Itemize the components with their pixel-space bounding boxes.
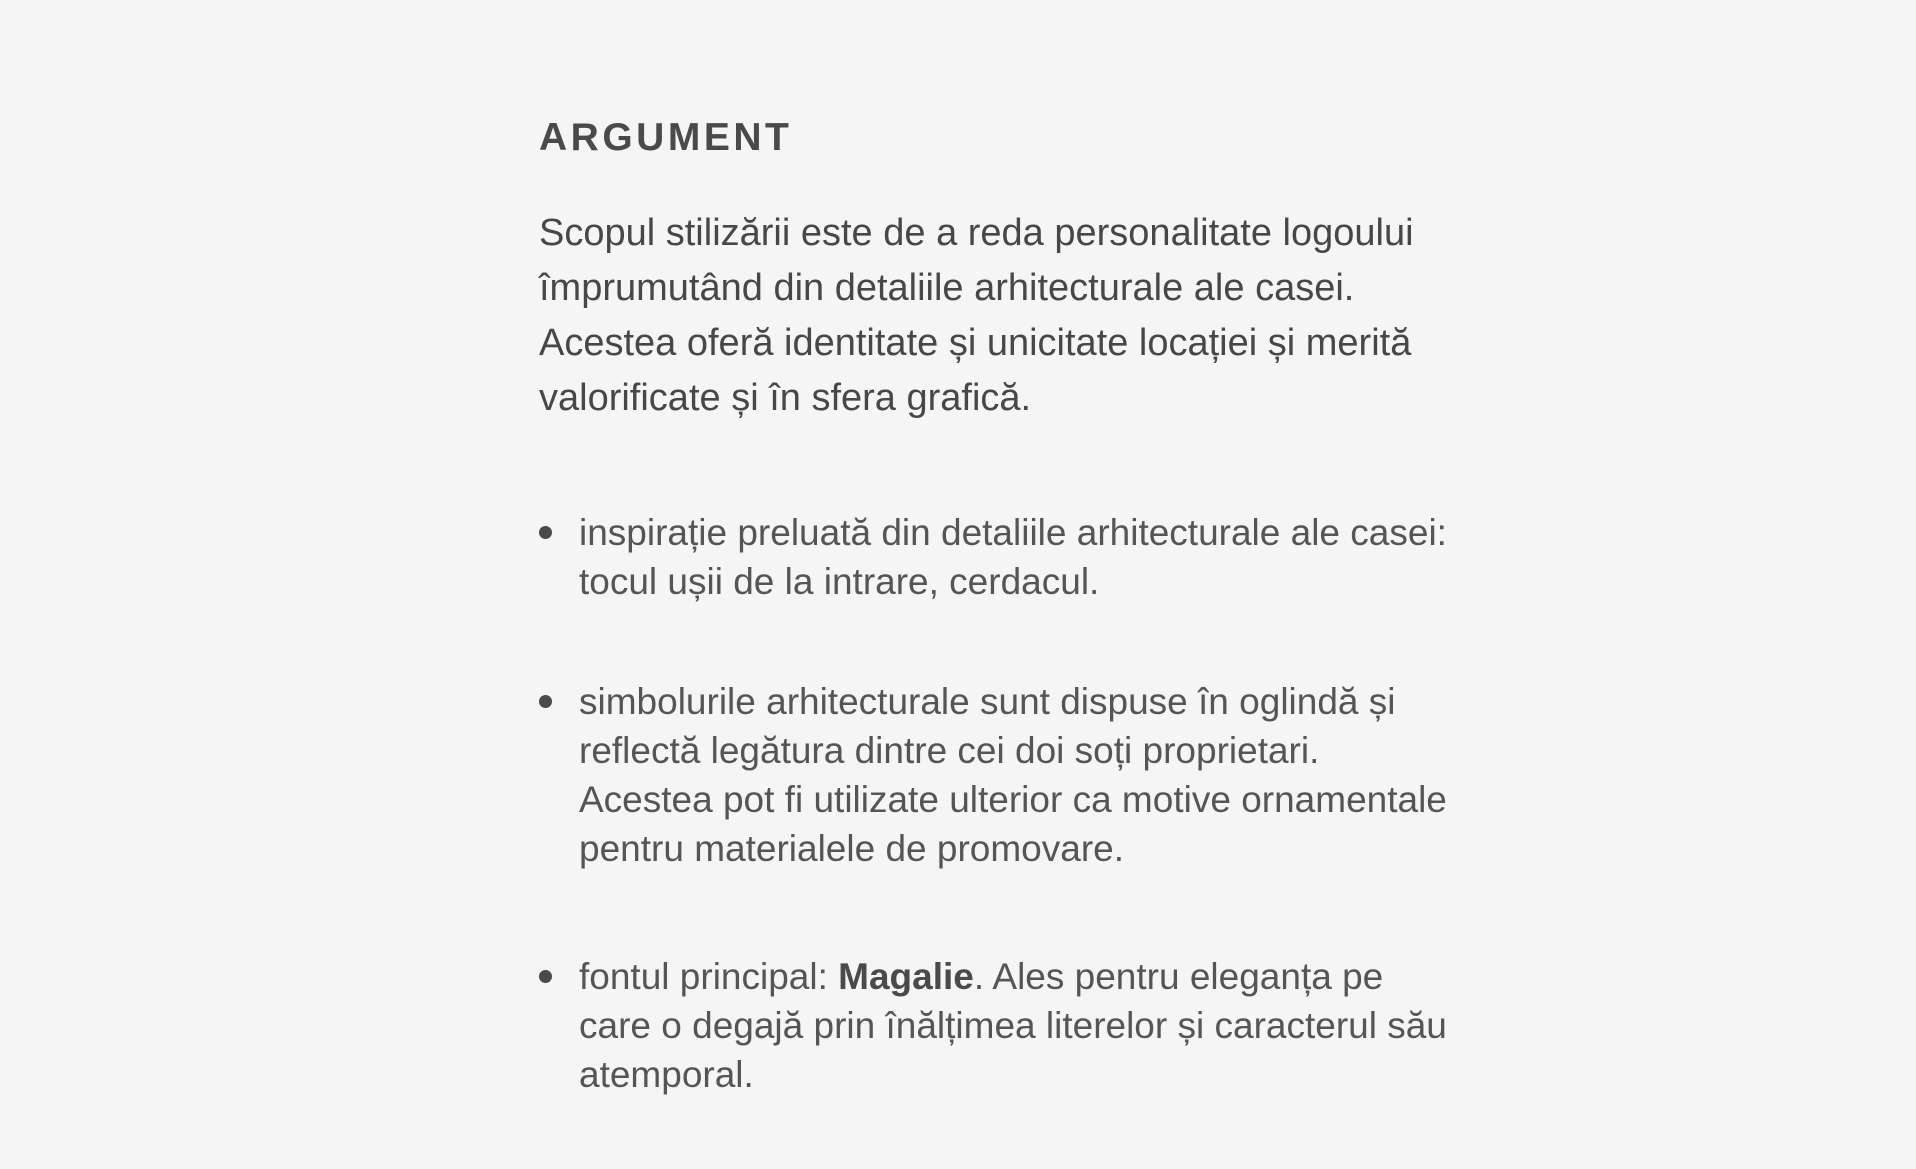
bullet-item-font (539, 952, 1459, 1099)
bullet-dot-icon (539, 526, 552, 539)
font-name: Magalie (838, 956, 974, 997)
bullet-list (539, 508, 1479, 1099)
intro-paragraph: Scopul stilizării este de a reda personalitate logoului împrumutând din detaliile arhitecturale ale casei. Acestea oferă identitate și unicitate locației și merită valorificate și în sfera grafică. (539, 212, 1414, 419)
bullet-item-symbols (539, 677, 1459, 873)
section-heading: ARGUMENT (539, 116, 793, 159)
bullet-text: simbolurile arhitecturale sunt dispuse în oglindă și reflectă legătura dintre cei doi soți proprietari. Acestea pot fi utilizate ulterior ca motive ornamentale pentru materialele de promovare. (579, 681, 1447, 869)
bullet-item-inspiration (539, 508, 1459, 606)
bullet-dot-icon (539, 970, 552, 983)
bullet-dot-icon (539, 695, 552, 708)
bullet-text-suffix: . Ales pentru eleganța pe care o degajă prin înălțimea literelor și caracterul său atemporal. (579, 956, 1447, 1095)
document-body (539, 112, 1479, 1099)
bullet-text: inspirație preluată din detaliile arhitecturale ale casei: tocul ușii de la intrare, cerdacul. (579, 512, 1447, 602)
bullet-text-prefix: fontul principal: (579, 956, 839, 997)
